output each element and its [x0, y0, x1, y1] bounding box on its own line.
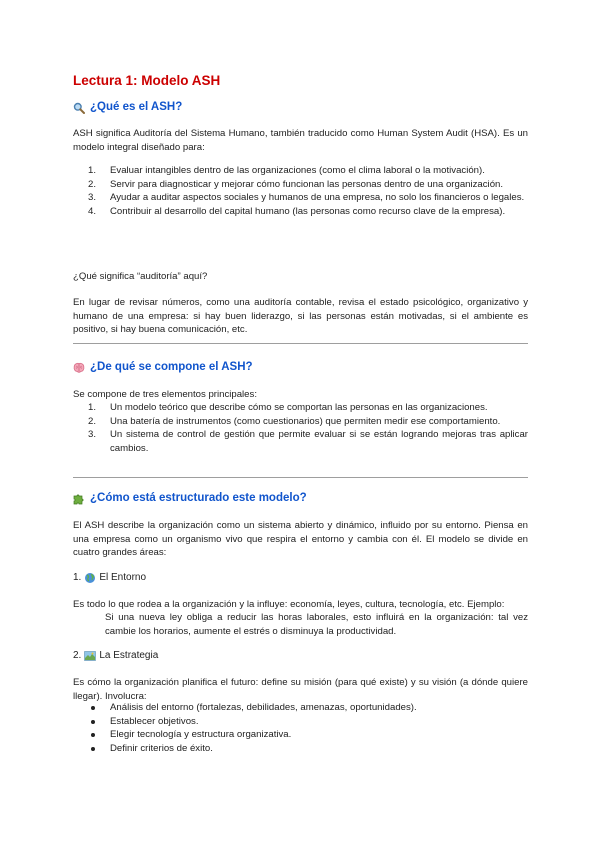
section2-intro: Se compone de tres elementos principales:: [73, 389, 257, 400]
area-number: 1.: [73, 572, 82, 583]
area1-text: Es todo lo que rodea a la organización y la influye: economía, leyes, cultura, tecnología, etc. Ejemplo:: [73, 599, 505, 610]
list-item: 3. Ayudar a auditar aspectos sociales y humanos de una empresa, no solo los financieros o legales.: [88, 192, 525, 203]
section-divider: [73, 477, 528, 478]
list-item: 2. Una batería de instrumentos (como cuestionarios) que permiten medir ese comportamiento.: [88, 415, 501, 427]
list-item: Establecer objetivos.: [73, 715, 528, 729]
list-item: 3. Un sistema de control de gestión que permite evaluar si se están logrando mejoras tras aplicar cambios.: [88, 429, 528, 454]
area-heading-entorno: [73, 571, 528, 585]
section1-list: [73, 164, 528, 218]
section-heading-structure: [73, 491, 528, 506]
page-title: Lectura 1: Modelo ASH: [73, 73, 221, 88]
section-heading-text: ¿De qué se compone el ASH?: [90, 361, 253, 373]
section-heading-text: ¿Qué es el ASH?: [90, 101, 183, 113]
list-item: Elegir tecnología y estructura organizativa.: [73, 728, 528, 742]
puzzle-icon: [73, 493, 85, 505]
list-item: Análisis del entorno (fortalezas, debilidades, amenazas, oportunidades).: [73, 701, 528, 715]
section-divider: [73, 343, 528, 344]
area-heading-estrategia: [73, 649, 528, 663]
list-item: 2. Servir para diagnosticar y mejorar cómo funcionan las personas dentro de una organización.: [88, 178, 504, 190]
section-heading-what-is-ash: [73, 100, 528, 115]
section-heading-components: [73, 360, 528, 375]
section1-intro: ASH significa Auditoría del Sistema Humano, también traducido como Human System Audit (HSA). Es un modelo integral diseñado para:: [73, 128, 528, 153]
area-title: La Estrategia: [99, 650, 159, 661]
list-item: 1. Un modelo teórico que describe cómo se comportan las personas en las organizaciones.: [88, 402, 488, 413]
area2-bullets: [73, 701, 528, 755]
map-icon: [84, 650, 96, 662]
list-item: Definir criterios de éxito.: [73, 742, 528, 756]
magnifier-icon: [73, 102, 85, 114]
section2-list: [73, 401, 528, 455]
globe-icon: [84, 572, 96, 584]
area2-text: Es cómo la organización planifica el futuro: define su misión (para qué existe) y su visión (a dónde quiere llegar). Involucra:: [73, 677, 528, 702]
area-number: 2.: [73, 650, 82, 661]
area-title: El Entorno: [99, 572, 147, 583]
area1-example: Si una nueva ley obliga a reducir las horas laborales, esto influirá en la organización: tal vez cambie los horarios, aumente el estrés o disminuya la productividad.: [105, 612, 528, 637]
section3-intro: El ASH describe la organización como un sistema abierto y dinámico, influido por su entorno. Piensa en una empresa como un organismo vivo que respira el entorno y cambia con él. El modelo se divide en cuatro grandes áreas:: [73, 520, 528, 558]
list-item: 1. Evaluar intangibles dentro de las organizaciones (como el clima laboral o la motivación).: [88, 165, 485, 176]
section1-answer: En lugar de revisar números, como una auditoría contable, revisa el estado psicológico, organizativo y humano de una empresa: si hay buen liderazgo, si las personas están motivadas, si el ambiente es positivo, si hay buena comunicación, etc.: [73, 297, 528, 335]
list-item: 4. Contribuir al desarrollo del capital humano (las personas como recurso clave de la empresa).: [88, 205, 506, 217]
section1-question: ¿Qué significa “auditoría” aquí?: [73, 271, 208, 282]
brain-icon: [73, 362, 85, 374]
section-heading-text: ¿Cómo está estructurado este modelo?: [90, 492, 307, 504]
